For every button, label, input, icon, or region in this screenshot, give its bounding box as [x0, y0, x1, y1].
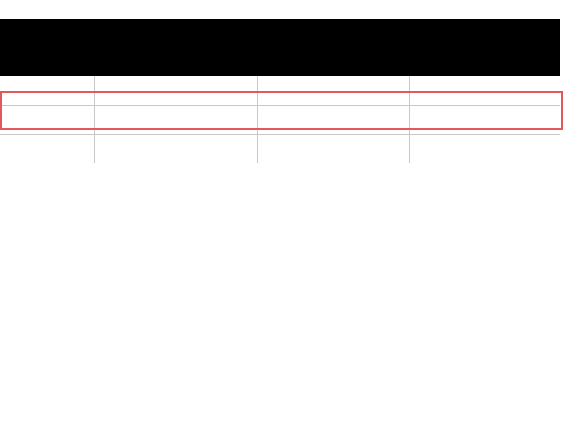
header-catchment-area	[94, 19, 258, 76]
cell-catchment	[94, 134, 258, 163]
table-row	[0, 134, 560, 163]
tier-2-highlight-box	[0, 91, 563, 130]
header-height	[258, 19, 409, 76]
table-header-row	[0, 19, 560, 76]
header-density	[409, 19, 560, 76]
header-tier	[0, 19, 94, 76]
cell-tier	[0, 134, 94, 163]
cell-density	[409, 134, 560, 163]
cell-height	[258, 134, 409, 163]
